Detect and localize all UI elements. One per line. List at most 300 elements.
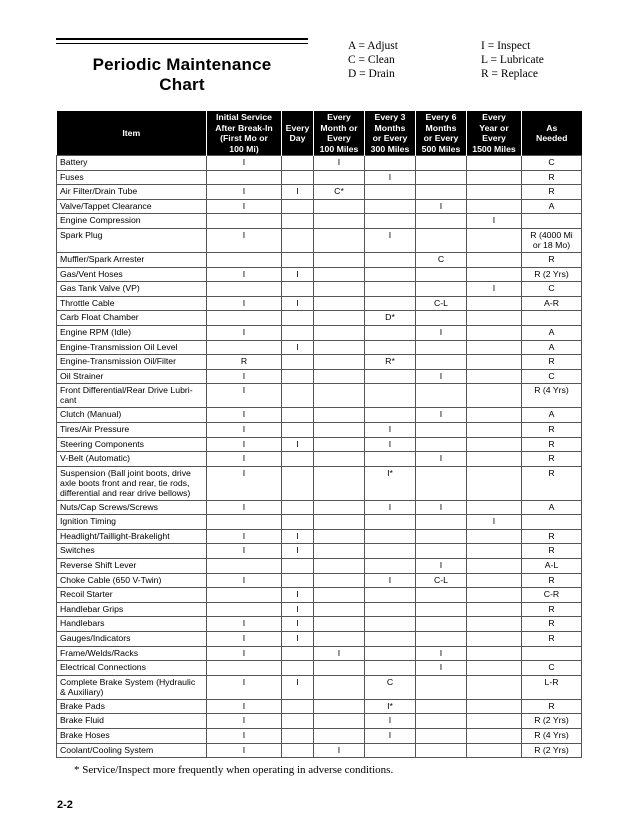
interval-cell xyxy=(416,267,467,282)
legend-left xyxy=(348,39,398,81)
interval-cell: I xyxy=(282,529,314,544)
interval-cell xyxy=(314,675,365,699)
column-header-line: Item xyxy=(122,127,141,138)
interval-cell xyxy=(416,515,467,530)
column-header xyxy=(57,111,207,156)
interval-cell xyxy=(416,617,467,632)
interval-cell xyxy=(467,437,522,452)
interval-cell: R (2 Yrs) xyxy=(522,714,582,729)
interval-cell xyxy=(282,661,314,676)
interval-cell xyxy=(282,743,314,758)
interval-cell xyxy=(314,661,365,676)
item-name-cell: Muffler/Spark Arrester xyxy=(57,252,207,267)
table-row xyxy=(57,199,582,214)
interval-cell xyxy=(467,729,522,744)
title-line-2: Chart xyxy=(159,75,205,94)
table-row xyxy=(57,267,582,282)
interval-cell: I xyxy=(416,500,467,515)
interval-cell xyxy=(467,156,522,171)
item-name-cell: Engine Compression xyxy=(57,214,207,229)
interval-cell: I xyxy=(416,661,467,676)
interval-cell xyxy=(467,228,522,252)
table-row xyxy=(57,156,582,171)
legend-right xyxy=(481,39,544,81)
interval-cell xyxy=(314,267,365,282)
interval-cell: C-R xyxy=(522,588,582,603)
interval-cell xyxy=(365,559,416,574)
interval-cell: I xyxy=(207,675,282,699)
interval-cell: I xyxy=(207,699,282,714)
interval-cell: C xyxy=(416,252,467,267)
interval-cell xyxy=(314,588,365,603)
interval-cell: I xyxy=(416,325,467,340)
item-name-cell: Ignition Timing xyxy=(57,515,207,530)
column-header-line: or Every xyxy=(372,133,408,143)
interval-cell: A xyxy=(522,325,582,340)
table-row xyxy=(57,646,582,661)
column-header xyxy=(282,111,314,156)
interval-cell: I xyxy=(282,340,314,355)
column-header xyxy=(365,111,416,156)
interval-cell xyxy=(416,185,467,200)
table-row xyxy=(57,296,582,311)
column-header-line: 100 Mi) xyxy=(229,143,259,154)
interval-cell: A xyxy=(522,408,582,423)
table-row xyxy=(57,408,582,423)
interval-cell xyxy=(282,466,314,500)
interval-cell xyxy=(207,588,282,603)
interval-cell xyxy=(314,384,365,408)
interval-cell xyxy=(282,573,314,588)
interval-cell xyxy=(365,282,416,297)
interval-cell xyxy=(416,437,467,452)
interval-cell: R xyxy=(522,185,582,200)
interval-cell: R xyxy=(522,544,582,559)
interval-cell: I xyxy=(207,384,282,408)
interval-cell xyxy=(282,714,314,729)
interval-cell: R xyxy=(522,573,582,588)
interval-cell xyxy=(522,214,582,229)
interval-cell: C-L xyxy=(416,573,467,588)
interval-cell xyxy=(365,617,416,632)
interval-cell xyxy=(522,646,582,661)
item-name-cell: Oil Strainer xyxy=(57,369,207,384)
interval-cell: I xyxy=(207,185,282,200)
interval-cell xyxy=(314,632,365,647)
title-line-1: Periodic Maintenance xyxy=(92,55,272,74)
interval-cell xyxy=(365,199,416,214)
column-header-line: Every xyxy=(482,133,506,143)
interval-cell: I xyxy=(207,529,282,544)
interval-cell xyxy=(314,296,365,311)
item-name-cell: Brake Hoses xyxy=(57,729,207,744)
legend-clean: C = Clean xyxy=(348,54,395,66)
interval-cell: I* xyxy=(365,466,416,500)
column-header-line: Month or xyxy=(320,122,358,133)
interval-cell xyxy=(365,384,416,408)
column-header-line: Every 6 xyxy=(425,112,457,122)
item-name-cell: Electrical Connections xyxy=(57,661,207,676)
interval-cell: A-L xyxy=(522,559,582,574)
interval-cell xyxy=(282,214,314,229)
interval-cell xyxy=(282,282,314,297)
interval-cell xyxy=(207,559,282,574)
interval-cell: I xyxy=(365,714,416,729)
interval-cell: I xyxy=(416,646,467,661)
interval-cell xyxy=(207,214,282,229)
column-header xyxy=(314,111,365,156)
interval-cell: R xyxy=(522,699,582,714)
interval-cell xyxy=(207,252,282,267)
interval-cell xyxy=(467,529,522,544)
interval-cell xyxy=(467,340,522,355)
table-row xyxy=(57,714,582,729)
item-name-cell: Recoil Starter xyxy=(57,588,207,603)
interval-cell: I xyxy=(207,156,282,171)
interval-cell xyxy=(467,743,522,758)
column-header-line: 1500 Miles xyxy=(472,143,516,154)
interval-cell: C xyxy=(522,156,582,171)
table-row xyxy=(57,729,582,744)
interval-cell: R xyxy=(522,602,582,617)
table-row xyxy=(57,282,582,297)
interval-cell xyxy=(282,452,314,467)
interval-cell: A xyxy=(522,340,582,355)
interval-cell xyxy=(282,408,314,423)
table-row xyxy=(57,214,582,229)
interval-cell: I xyxy=(207,369,282,384)
table-row xyxy=(57,602,582,617)
interval-cell: I xyxy=(207,228,282,252)
table-row xyxy=(57,437,582,452)
interval-cell: R xyxy=(522,466,582,500)
interval-cell: I xyxy=(314,156,365,171)
column-header-line: 100 Miles xyxy=(319,143,359,154)
interval-cell xyxy=(314,602,365,617)
interval-cell xyxy=(314,408,365,423)
item-name-cell: Throttle Cable xyxy=(57,296,207,311)
interval-cell xyxy=(365,408,416,423)
item-name-cell: Reverse Shift Lever xyxy=(57,559,207,574)
interval-cell xyxy=(282,355,314,370)
interval-cell xyxy=(314,437,365,452)
interval-cell xyxy=(467,466,522,500)
interval-cell: A xyxy=(522,199,582,214)
interval-cell xyxy=(314,214,365,229)
interval-cell xyxy=(416,544,467,559)
item-name-cell: Engine-Transmission Oil/Filter xyxy=(57,355,207,370)
interval-cell xyxy=(467,185,522,200)
interval-cell: R xyxy=(522,252,582,267)
item-name-cell: Gas/Vent Hoses xyxy=(57,267,207,282)
interval-cell xyxy=(314,452,365,467)
interval-cell: I xyxy=(416,199,467,214)
column-header-line: As xyxy=(546,122,558,133)
interval-cell: I xyxy=(365,422,416,437)
interval-cell xyxy=(282,699,314,714)
interval-cell xyxy=(282,170,314,185)
interval-cell: R (2 Yrs) xyxy=(522,743,582,758)
item-name-cell: Clutch (Manual) xyxy=(57,408,207,423)
interval-cell xyxy=(416,529,467,544)
footnote: * Service/Inspect more frequently when operating in adverse conditions. xyxy=(74,764,394,776)
table-row xyxy=(57,422,582,437)
interval-cell: L-R xyxy=(522,675,582,699)
interval-cell xyxy=(467,408,522,423)
item-name-cell: Gas Tank Valve (VP) xyxy=(57,282,207,297)
interval-cell xyxy=(365,214,416,229)
interval-cell xyxy=(522,515,582,530)
interval-cell: A xyxy=(522,500,582,515)
item-name-cell: Brake Fluid xyxy=(57,714,207,729)
interval-cell: I xyxy=(282,296,314,311)
interval-cell xyxy=(282,156,314,171)
interval-cell xyxy=(314,170,365,185)
interval-cell xyxy=(314,355,365,370)
legend-inspect: I = Inspect xyxy=(481,40,531,52)
interval-cell: R* xyxy=(365,355,416,370)
interval-cell xyxy=(314,729,365,744)
interval-cell xyxy=(365,743,416,758)
column-header-line: Every 3 xyxy=(374,112,406,122)
interval-cell xyxy=(282,422,314,437)
interval-cell xyxy=(314,466,365,500)
interval-cell xyxy=(416,311,467,326)
interval-cell xyxy=(207,515,282,530)
interval-cell xyxy=(416,355,467,370)
table-row xyxy=(57,529,582,544)
interval-cell xyxy=(365,452,416,467)
interval-cell xyxy=(467,267,522,282)
interval-cell xyxy=(314,500,365,515)
interval-cell xyxy=(207,602,282,617)
interval-cell xyxy=(416,675,467,699)
interval-cell xyxy=(282,500,314,515)
interval-cell xyxy=(365,632,416,647)
interval-cell: C xyxy=(522,369,582,384)
interval-cell: I xyxy=(207,573,282,588)
interval-cell xyxy=(365,588,416,603)
interval-cell xyxy=(314,529,365,544)
interval-cell: I xyxy=(416,452,467,467)
column-header-line: Every xyxy=(327,133,351,143)
interval-cell: I xyxy=(207,617,282,632)
item-name-cell: Handlebar Grips xyxy=(57,602,207,617)
interval-cell xyxy=(282,384,314,408)
table-row xyxy=(57,573,582,588)
interval-cell: R xyxy=(522,617,582,632)
table-row xyxy=(57,369,582,384)
legend-adjust: A = Adjust xyxy=(348,40,398,52)
interval-cell xyxy=(314,714,365,729)
item-name-cell: Brake Pads xyxy=(57,699,207,714)
interval-cell xyxy=(467,369,522,384)
interval-cell: R (2 Yrs) xyxy=(522,267,582,282)
interval-cell xyxy=(365,296,416,311)
item-name-cell: Frame/Welds/Racks xyxy=(57,646,207,661)
interval-cell xyxy=(467,422,522,437)
column-header xyxy=(207,111,282,156)
interval-cell: I xyxy=(282,602,314,617)
interval-cell: I xyxy=(416,559,467,574)
interval-cell xyxy=(314,544,365,559)
interval-cell xyxy=(365,602,416,617)
interval-cell: I xyxy=(207,199,282,214)
interval-cell: C* xyxy=(314,185,365,200)
interval-cell xyxy=(467,699,522,714)
item-name-cell: Engine-Transmission Oil Level xyxy=(57,340,207,355)
interval-cell: I xyxy=(365,500,416,515)
table-body xyxy=(57,156,582,758)
item-name-cell: Fuses xyxy=(57,170,207,185)
maintenance-table xyxy=(56,111,582,758)
item-name-cell: Tires/Air Pressure xyxy=(57,422,207,437)
interval-cell: I xyxy=(282,675,314,699)
interval-cell: I xyxy=(207,544,282,559)
interval-cell: I xyxy=(314,743,365,758)
interval-cell: I xyxy=(365,729,416,744)
table-row xyxy=(57,500,582,515)
interval-cell xyxy=(416,384,467,408)
interval-cell xyxy=(282,515,314,530)
item-name-cell: Air Filter/Drain Tube xyxy=(57,185,207,200)
interval-cell xyxy=(467,632,522,647)
interval-cell xyxy=(282,729,314,744)
interval-cell: R xyxy=(522,437,582,452)
interval-cell: I xyxy=(282,267,314,282)
interval-cell: R xyxy=(522,422,582,437)
item-name-cell: Choke Cable (650 V-Twin) xyxy=(57,573,207,588)
interval-cell xyxy=(365,185,416,200)
interval-cell xyxy=(282,559,314,574)
table-row xyxy=(57,675,582,699)
interval-cell xyxy=(467,500,522,515)
interval-cell: R (4000 Mi or 18 Mo) xyxy=(522,228,582,252)
interval-cell: I xyxy=(207,646,282,661)
column-header-line: Every xyxy=(482,112,506,122)
table-row xyxy=(57,311,582,326)
interval-cell: I xyxy=(207,437,282,452)
interval-cell xyxy=(416,170,467,185)
interval-cell: R xyxy=(522,452,582,467)
table-row xyxy=(57,228,582,252)
interval-cell: R xyxy=(522,632,582,647)
interval-cell xyxy=(314,252,365,267)
interval-cell xyxy=(416,156,467,171)
table-row xyxy=(57,588,582,603)
column-header-line: Initial Service xyxy=(215,112,272,122)
interval-cell xyxy=(365,267,416,282)
chart-title xyxy=(56,55,308,95)
interval-cell: I xyxy=(365,573,416,588)
interval-cell: I xyxy=(416,369,467,384)
interval-cell xyxy=(282,646,314,661)
interval-cell xyxy=(467,252,522,267)
table-row xyxy=(57,384,582,408)
column-header-line: 300 Miles xyxy=(370,143,410,154)
interval-cell xyxy=(282,311,314,326)
item-name-cell: Headlight/Taillight-Brakelight xyxy=(57,529,207,544)
interval-cell xyxy=(314,340,365,355)
item-name-cell: Complete Brake System (Hydraulic & Auxiliary) xyxy=(57,675,207,699)
interval-cell: I xyxy=(282,588,314,603)
item-name-cell: Valve/Tappet Clearance xyxy=(57,199,207,214)
interval-cell xyxy=(416,340,467,355)
item-name-cell: Carb Float Chamber xyxy=(57,311,207,326)
interval-cell xyxy=(207,282,282,297)
column-header-line: Months xyxy=(425,122,457,133)
interval-cell xyxy=(365,325,416,340)
interval-cell xyxy=(416,466,467,500)
interval-cell: I xyxy=(207,500,282,515)
interval-cell: I xyxy=(207,466,282,500)
interval-cell xyxy=(207,170,282,185)
column-header-line: Every xyxy=(327,112,351,122)
interval-cell xyxy=(365,544,416,559)
column-header-line: Months xyxy=(374,122,406,133)
table-row xyxy=(57,325,582,340)
table-row xyxy=(57,355,582,370)
interval-cell xyxy=(282,228,314,252)
table-row xyxy=(57,340,582,355)
interval-cell xyxy=(365,340,416,355)
column-header xyxy=(522,111,582,156)
column-header xyxy=(467,111,522,156)
item-name-cell: Engine RPM (Idle) xyxy=(57,325,207,340)
interval-cell: R (4 Yrs) xyxy=(522,729,582,744)
legend-lubricate: L = Lubricate xyxy=(481,54,544,66)
table-row xyxy=(57,252,582,267)
interval-cell xyxy=(314,325,365,340)
table-row xyxy=(57,559,582,574)
table-row xyxy=(57,743,582,758)
interval-cell xyxy=(365,369,416,384)
interval-cell xyxy=(467,617,522,632)
interval-cell xyxy=(314,199,365,214)
interval-cell xyxy=(314,559,365,574)
interval-cell xyxy=(467,661,522,676)
interval-cell xyxy=(416,743,467,758)
interval-cell xyxy=(416,632,467,647)
interval-cell xyxy=(467,675,522,699)
interval-cell xyxy=(314,699,365,714)
interval-cell xyxy=(314,228,365,252)
interval-cell xyxy=(314,515,365,530)
interval-cell xyxy=(314,369,365,384)
interval-cell xyxy=(467,714,522,729)
table-header-row xyxy=(57,111,582,156)
interval-cell xyxy=(365,661,416,676)
interval-cell xyxy=(467,355,522,370)
interval-cell: I xyxy=(416,408,467,423)
interval-cell xyxy=(416,422,467,437)
interval-cell xyxy=(416,602,467,617)
interval-cell xyxy=(314,311,365,326)
interval-cell: I xyxy=(207,632,282,647)
interval-cell: C xyxy=(522,282,582,297)
column-header-line: Year or xyxy=(479,122,509,133)
interval-cell xyxy=(365,252,416,267)
interval-cell xyxy=(207,311,282,326)
table-row xyxy=(57,617,582,632)
interval-cell xyxy=(467,325,522,340)
column-header-line: Needed xyxy=(536,133,568,143)
interval-cell xyxy=(365,156,416,171)
item-name-cell: Suspension (Ball joint boots, drive axle boots front and rear, tie rods, differential and rear drive bellows) xyxy=(57,466,207,500)
interval-cell: I xyxy=(282,632,314,647)
interval-cell: A-R xyxy=(522,296,582,311)
item-name-cell: Coolant/Cooling System xyxy=(57,743,207,758)
